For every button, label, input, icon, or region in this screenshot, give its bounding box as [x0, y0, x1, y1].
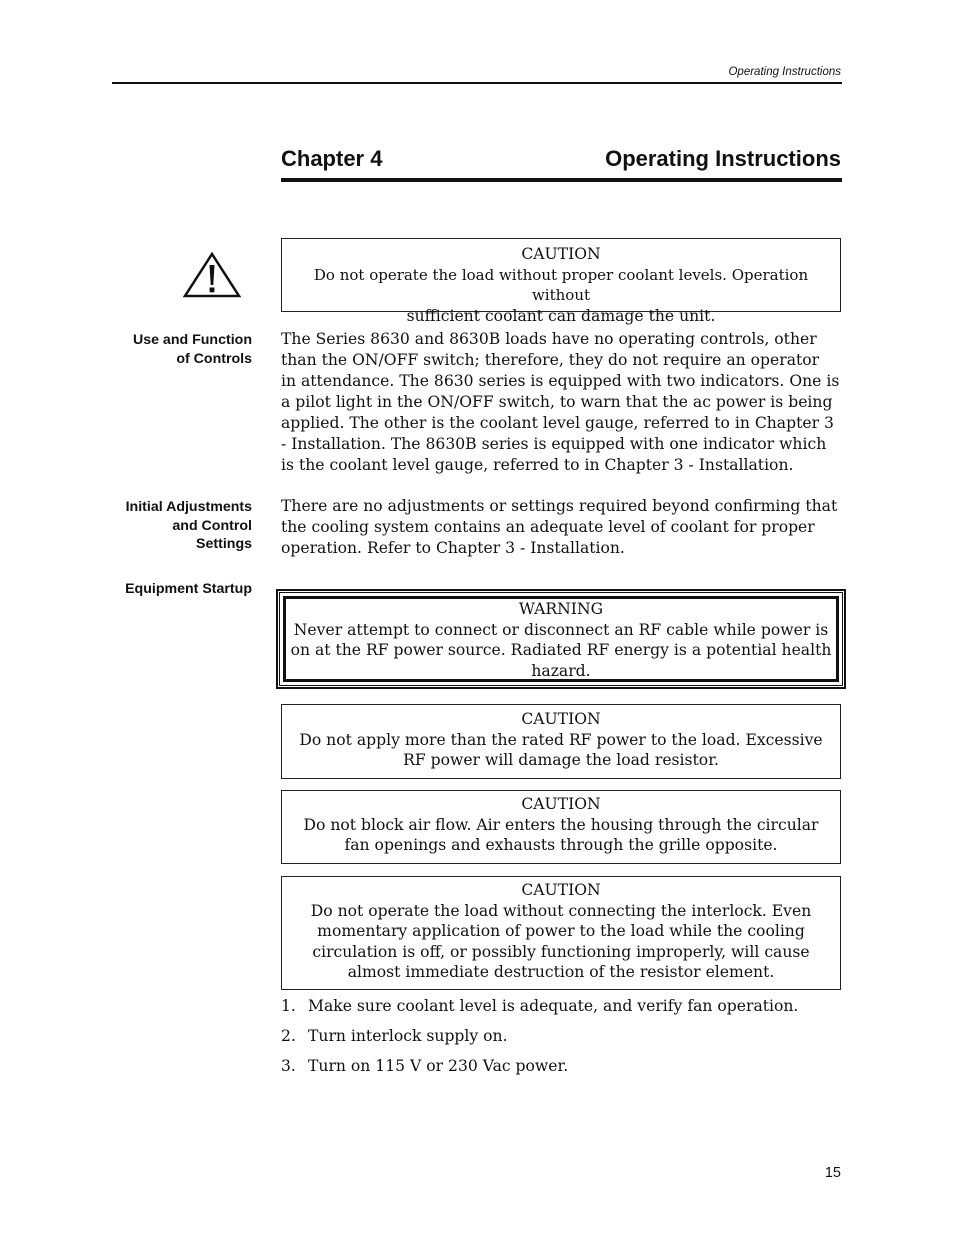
caution-heading: CAUTION [521, 245, 601, 263]
paragraph-line: than the ON/OFF switch; therefore, they do not require an operator [281, 351, 820, 369]
caution-text-line: Do not operate the load without connecting the interlock. Even [310, 901, 812, 920]
caution-text-line: RF power will damage the load resistor. [403, 751, 719, 770]
caution-text-line: circulation is off, or possibly functioning improperly, will cause [312, 942, 810, 961]
warning-text-line: hazard. [531, 661, 591, 680]
warning-box-rf-cable [283, 596, 839, 682]
paragraph-use-function [281, 329, 847, 476]
paragraph-initial-adjustments [281, 496, 847, 559]
side-heading-line: of Controls [176, 350, 252, 367]
warning-text-line: on at the RF power source. Radiated RF energy is a potential health [290, 641, 832, 660]
caution-text-line: almost immediate destruction of the resistor element. [347, 963, 775, 982]
warning-heading: WARNING [518, 600, 604, 618]
caution-text-line: Do not apply more than the rated RF power to the load. Excessive [299, 730, 823, 749]
caution-box-interlock [281, 876, 841, 990]
side-heading-use-function [92, 331, 252, 368]
chapter-rule [281, 178, 842, 182]
paragraph-line: - Installation. The 8630B series is equipped with one indicator which [281, 435, 827, 453]
paragraph-line: a pilot light in the ON/OFF switch, to warn that the ac power is being [281, 393, 833, 411]
caution-text-line: fan openings and exhausts through the grille opposite. [344, 836, 778, 855]
caution-box-rf-power [281, 704, 841, 779]
caution-heading: CAUTION [521, 795, 601, 813]
caution-box-coolant [281, 238, 841, 325]
caution-text-line: Do not operate the load without proper coolant levels. Operation without [313, 265, 809, 305]
paragraph-line: operation. Refer to Chapter 3 - Installation. [281, 539, 625, 557]
caution-heading: CAUTION [521, 881, 601, 899]
paragraph-line: in attendance. The 8630 series is equipped with two indicators. One is [281, 372, 840, 390]
list-item [281, 996, 841, 1026]
paragraph-line: is the coolant level gauge, referred to in Chapter 3 - Installation. [281, 456, 794, 474]
caution-text-line: sufficient coolant can damage the unit. [406, 306, 716, 325]
chapter-title: Operating Instructions [605, 146, 841, 171]
side-heading-line: Initial Adjustments [125, 499, 252, 515]
running-header: Operating Instructions [728, 66, 841, 78]
step-text: Turn interlock supply on. [308, 1027, 508, 1045]
header-rule [112, 82, 842, 84]
side-heading-initial-adjustments [92, 498, 252, 554]
step-text: Make sure coolant level is adequate, and verify fan operation. [308, 997, 799, 1015]
list-item [281, 1056, 841, 1086]
list-item [281, 1026, 841, 1056]
paragraph-line: the cooling system contains an adequate level of coolant for proper [281, 518, 815, 536]
paragraph-line: applied. The other is the coolant level gauge, referred to in Chapter 3 [281, 414, 834, 432]
chapter-label: Chapter 4 [281, 146, 383, 171]
side-heading-equipment-startup: Equipment Startup [125, 581, 252, 597]
startup-steps-list [281, 996, 841, 1086]
paragraph-line: The Series 8630 and 8630B loads have no operating controls, other [281, 330, 817, 348]
page-number: 15 [824, 1165, 841, 1181]
step-text: Turn on 115 V or 230 Vac power. [308, 1057, 569, 1075]
warning-text-line: Never attempt to connect or disconnect an RF cable while power is [293, 620, 829, 639]
warning-triangle-icon [183, 252, 241, 298]
caution-text-line: momentary application of power to the load while the cooling [317, 922, 805, 941]
caution-heading: CAUTION [521, 710, 601, 728]
caution-box-air-flow [281, 790, 841, 864]
chapter-heading [281, 146, 841, 172]
side-heading-line: Settings [196, 536, 252, 553]
paragraph-line: There are no adjustments or settings required beyond confirming that [281, 497, 838, 515]
step-number: 3. [281, 1057, 296, 1075]
caution-text-line: Do not block air flow. Air enters the housing through the circular [303, 815, 819, 834]
side-heading-line: and Control [172, 517, 252, 534]
step-number: 2. [281, 1027, 296, 1045]
side-heading-line: Use and Function [132, 332, 252, 348]
step-number: 1. [281, 997, 296, 1015]
